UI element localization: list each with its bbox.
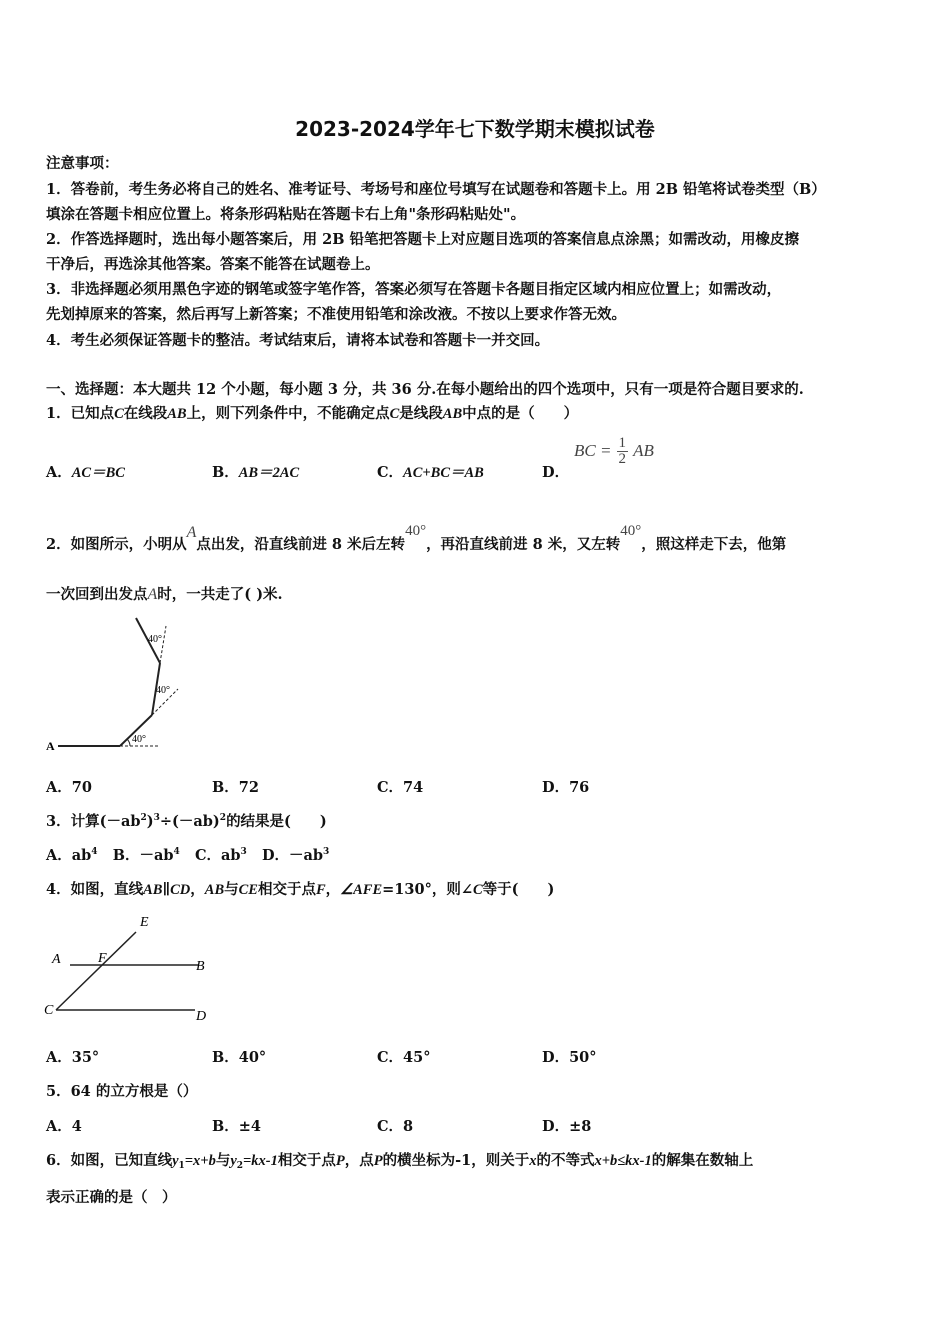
q4-label-b: B bbox=[196, 959, 205, 974]
q4-figure bbox=[40, 910, 220, 1025]
page-title: 2023-2024学年七下数学期末模拟试卷 bbox=[295, 117, 655, 141]
q2-figure bbox=[40, 612, 200, 752]
notice-line-1a: 1．答卷前，考生务必将自己的姓名、准考证号、考场号和座位号填写在试题卷和答题卡上。用 2B 铅笔将试卷类型（B） bbox=[46, 181, 826, 198]
question-6-line-1: 6．如图，已知直线$y_1=x+b$与$y_2=kx-1$相交于点P，点P的横坐标为-1，则关于x的不等式x+b≤kx-1的解集在数轴上 bbox=[46, 1152, 754, 1171]
q1-option-d-formula: BC = $\frac{1}{2}$ AB bbox=[574, 435, 654, 467]
q5-option-a[interactable]: A．4 bbox=[46, 1118, 82, 1135]
question-1: 1．已知点C在线段AB上，则下列条件中，不能确定点C是线段AB中点的是（ ） bbox=[46, 405, 579, 422]
q4-label-a: A bbox=[52, 952, 61, 967]
q5-option-c[interactable]: C．8 bbox=[377, 1118, 414, 1135]
q4-option-b[interactable]: B．40° bbox=[212, 1049, 267, 1066]
q2-figure-angle-1: 40° bbox=[132, 734, 146, 745]
notice-line-3a: 3．非选择题必须用黑色字迹的钢笔或签字笔作答，答案必须写在答题卡各题目指定区域内相应位置上；如需改动， bbox=[46, 281, 782, 298]
q3-option-d[interactable]: D．$-ab^3$ bbox=[261, 847, 330, 864]
q5-option-b[interactable]: B．±4 bbox=[212, 1118, 261, 1135]
q3-option-c[interactable]: C．$ab^3$ bbox=[194, 847, 247, 864]
question-2-line-1: 2．如图所示，小明从A点出发，沿直线前进 8 米后左转40°，再沿直线前进 8 米，又左转40°，照这样走下去，他第 bbox=[46, 523, 787, 553]
q5-option-d[interactable]: D．±8 bbox=[542, 1118, 592, 1135]
q4-option-d[interactable]: D．50° bbox=[542, 1049, 597, 1066]
notice-line-4: 4．考生必须保证答题卡的整洁。考试结束后，请将本试卷和答题卡一并交回。 bbox=[46, 332, 550, 349]
q1-option-a[interactable]: A．AC＝BC bbox=[46, 464, 125, 481]
question-3: 3．计算$(-ab^2)^3\div(-ab)^2$的结果是( ) bbox=[46, 813, 327, 830]
notice-line-2b: 干净后，再选涂其他答案。答案不能答在试题卷上。 bbox=[46, 256, 380, 273]
q1-option-c[interactable]: C．AC+BC＝AB bbox=[377, 464, 484, 481]
q2-option-c[interactable]: C．74 bbox=[377, 779, 424, 796]
q4-label-e: E bbox=[140, 915, 149, 930]
q3-options bbox=[46, 844, 329, 865]
q4-label-d: D bbox=[196, 1009, 207, 1024]
question-5: 5．64 的立方根是（） bbox=[46, 1083, 198, 1100]
q2-option-d[interactable]: D．76 bbox=[542, 779, 590, 796]
q4-option-c[interactable]: C．45° bbox=[377, 1049, 431, 1066]
q2-figure-angle-2: 40° bbox=[156, 685, 170, 696]
q1-option-b[interactable]: B．AB＝2AC bbox=[212, 464, 300, 481]
q4-label-c: C bbox=[44, 1003, 54, 1018]
q4-label-f: F bbox=[98, 951, 107, 966]
q2-option-b[interactable]: B．72 bbox=[212, 779, 259, 796]
notice-line-3b: 先划掉原来的答案，然后再写上新答案；不准使用铅笔和涂改液。不按以上要求作答无效。 bbox=[46, 306, 626, 323]
notice-heading: 注意事项： bbox=[46, 155, 119, 172]
notice-line-1b: 填涂在答题卡相应位置上。将条形码粘贴在答题卡右上角"条形码粘贴处"。 bbox=[46, 206, 526, 223]
q2-figure-label-a: A bbox=[46, 739, 55, 752]
q2-figure-angle-3: 40° bbox=[148, 634, 162, 645]
question-6-line-2: 表示正确的是（ ） bbox=[46, 1189, 177, 1206]
q3-option-a[interactable]: A．$ab^4$ bbox=[46, 847, 98, 864]
question-2-line-2: 一次回到出发点A时，一共走了( )米. bbox=[46, 586, 283, 603]
section-heading: 一、选择题：本大题共 12 个小题，每小题 3 分，共 36 分.在每小题给出的四个选项中，只有一项是符合题目要求的. bbox=[46, 381, 804, 398]
q2-option-a[interactable]: A．70 bbox=[46, 779, 92, 796]
notice-line-2a: 2．作答选择题时，选出每小题答案后，用 2B 铅笔把答题卡上对应题目选项的答案信息点涂黑；如需改动，用橡皮擦 bbox=[46, 231, 800, 248]
question-4: 4．如图，直线AB∥CD，AB与CE相交于点F，∠AFE=130°，则∠C等于( ) bbox=[46, 881, 555, 898]
q1-option-d-label[interactable]: D． bbox=[542, 464, 570, 481]
q3-option-b[interactable]: B．$-ab^4$ bbox=[112, 847, 180, 864]
q4-option-a[interactable]: A．35° bbox=[46, 1049, 100, 1066]
